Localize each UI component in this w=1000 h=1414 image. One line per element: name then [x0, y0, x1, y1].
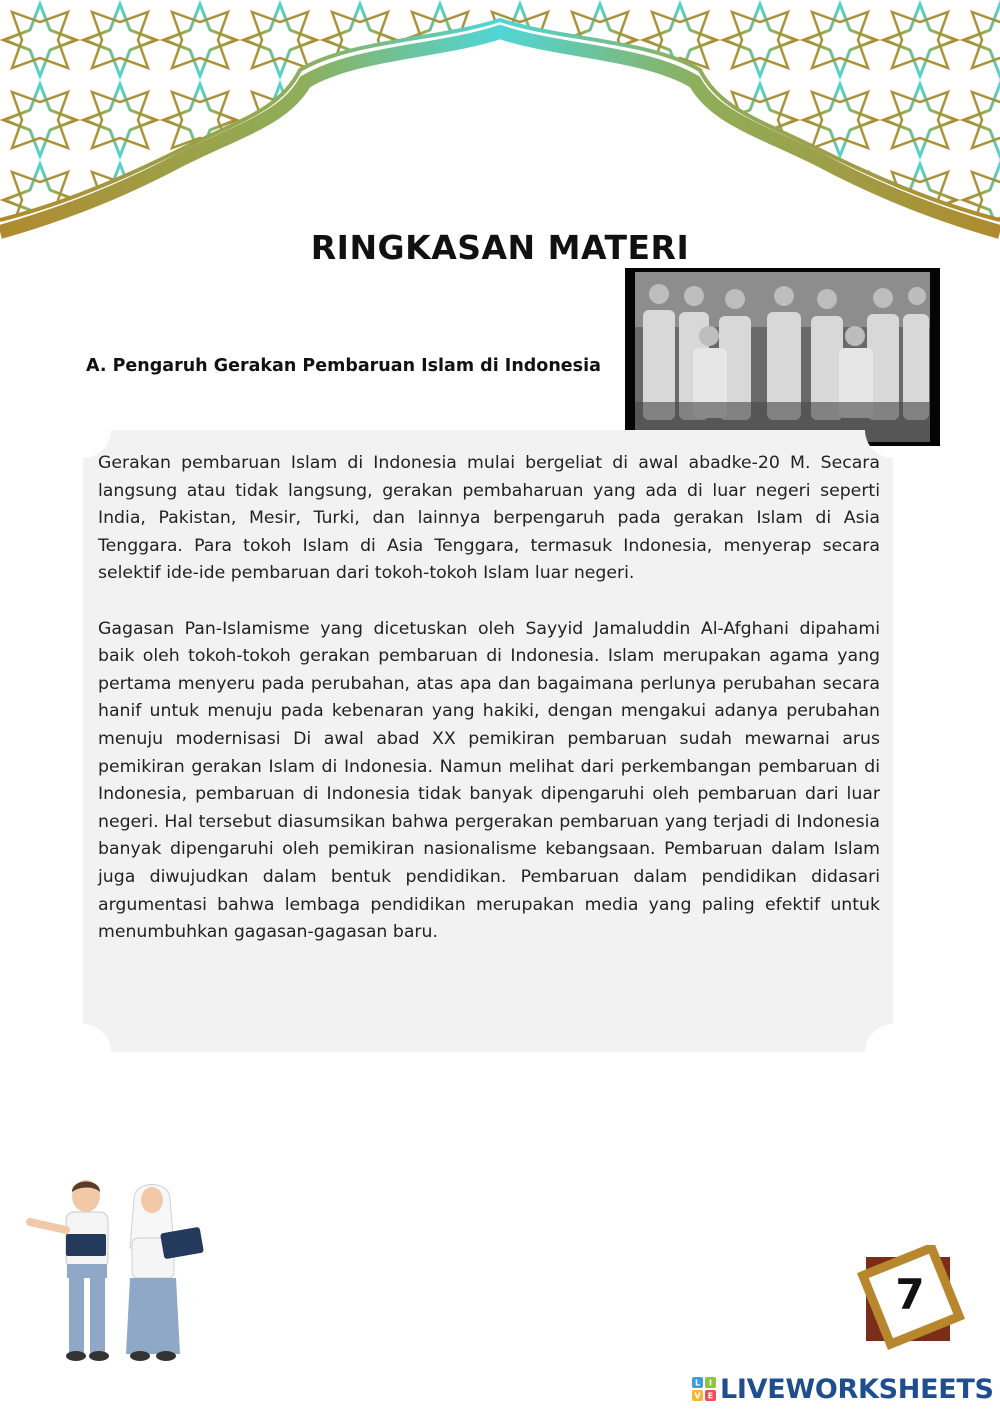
page-number: 7: [895, 1270, 925, 1319]
photo-figures-icon: [635, 272, 930, 442]
logo-text: LIVEWORKSHEETS: [720, 1373, 994, 1405]
svg-text:E: E: [707, 1391, 714, 1401]
islamic-geometric-ornament: [0, 0, 1000, 250]
svg-text:I: I: [709, 1378, 712, 1388]
page-title: RINGKASAN MATERI: [310, 228, 690, 267]
liveworksheets-logo-icon: [692, 1377, 716, 1401]
paragraph: Gagasan Pan-Islamisme yang dicetuskan oleh Sayyid Jamaluddin Al-Afghani dipahami baik oleh tokoh-tokoh gerakan pembaruan di Indonesia. Islam merupakan agama yang pertama menyeru pada perubahan, atas apa dan bagaimana perlunya perubahan secara hanif untuk menuju pada kebenaran yang hakiki, dengan mengakui adanya perubahan menuju modernisasi Di awal abad XX pemikiran pembaruan sudah mewarnai arus pemikiran gerakan Islam di Indonesia. Namun melihat dari perkembangan pembaruan di Indonesia, pembaruan di Indonesia tidak banyak dipengaruhi oleh pembaruan dari luar negeri. Hal tersebut diasumsikan bahwa pergerakan pembaruan yang terjadi di Indonesia banyak dipengaruhi oleh pemikiran nasionalisme kebangsaan. Pembaruan dalam Islam juga diwujudkan dalam bentuk pendidikan. Pembaruan dalam pendidikan didasari argumentasi bahwa lembaga pendidikan merupakan media yang paling efektif untuk menumbuhkan gagasan-gagasan baru.: [98, 618, 880, 943]
paragraph: Gerakan pembaruan Islam di Indonesia mulai bergeliat di awal abadke-20 M. Secara langsung atau tidak langsung, gerakan pembaharuan yang ada di luar negeri seperti India, Pakistan, Mesir, Turki, dan lainnya berpengaruh pada gerakan Islam di Asia Tenggara. Para tokoh Islam di Asia Tenggara, termasuk Indonesia, menyerap secara selektif ide-ide pembaruan dari tokoh-tokoh Islam luar negeri.: [98, 453, 880, 584]
student-girl-icon: [126, 1185, 204, 1362]
section-heading: A. Pengaruh Gerakan Pembaruan Islam di Indonesia: [86, 356, 601, 376]
svg-text:V: V: [694, 1391, 701, 1401]
student-boy-icon: [30, 1180, 109, 1361]
historical-group-photo: [625, 268, 940, 446]
svg-text:L: L: [694, 1378, 701, 1388]
content-area: [98, 450, 880, 974]
liveworksheets-logo[interactable]: [692, 1372, 994, 1406]
students-illustration: [20, 1178, 230, 1368]
